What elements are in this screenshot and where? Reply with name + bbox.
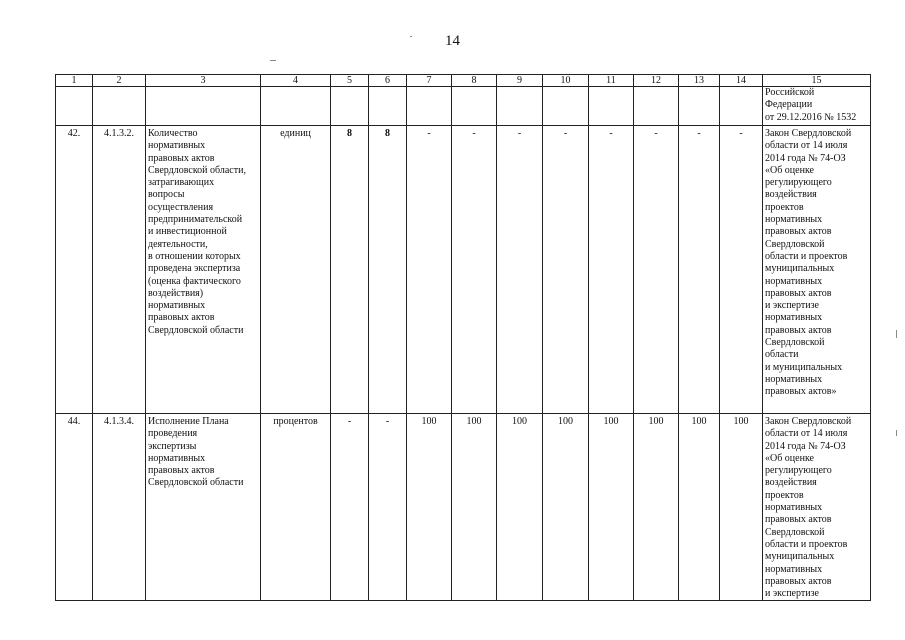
unit-cell: единиц [261, 126, 331, 414]
scan-speck [896, 430, 897, 436]
value-cell: 8 [331, 126, 369, 414]
column-number-row [56, 75, 871, 87]
page-number: 14 [445, 33, 460, 49]
column-header: 15 [763, 75, 871, 87]
value-cell: - [497, 126, 543, 414]
column-header: 9 [497, 75, 543, 87]
value-cell: 100 [589, 414, 634, 601]
value-cell: 100 [679, 414, 720, 601]
indicator-name: Исполнение Плана проведения экспертизы нормативных правовых актов Свердловской области [146, 414, 261, 601]
column-header: 11 [589, 75, 634, 87]
value-cell: - [720, 126, 763, 414]
table-row [56, 126, 871, 414]
value-cell: 100 [452, 414, 497, 601]
column-header: 7 [407, 75, 452, 87]
column-header: 12 [634, 75, 679, 87]
value-cell: - [589, 126, 634, 414]
legal-basis-cell: Российской Федерации от 29.12.2016 № 1532 [763, 87, 871, 126]
value-cell: - [331, 414, 369, 601]
value-cell: 100 [543, 414, 589, 601]
column-header: 5 [331, 75, 369, 87]
column-header: 14 [720, 75, 763, 87]
value-cell: 100 [407, 414, 452, 601]
indicator-name: Количество нормативных правовых актов Свердловской области, затрагивающих вопросы осуществления предпринимательской и инвестиционной деятельности, в отношении которых проведена экспертиза (оценка фактического воздействия) нормативных правовых актов Свердловской области [146, 126, 261, 414]
scan-speck [410, 36, 412, 37]
continuation-row [56, 87, 871, 126]
value-cell: - [407, 126, 452, 414]
column-header: 10 [543, 75, 589, 87]
column-header: 1 [56, 75, 93, 87]
value-cell: 100 [497, 414, 543, 601]
value-cell: 100 [720, 414, 763, 601]
row-code: 4.1.3.2. [93, 126, 146, 414]
value-cell: - [452, 126, 497, 414]
scan-speck [896, 330, 897, 338]
row-code: 4.1.3.4. [93, 414, 146, 601]
row-number: 42. [56, 126, 93, 414]
indicators-table [55, 74, 871, 601]
column-header: 8 [452, 75, 497, 87]
column-header: 3 [146, 75, 261, 87]
table-row [56, 414, 871, 601]
scan-speck [270, 60, 276, 61]
legal-basis-cell: Закон Свердловской области от 14 июля 2014 года № 74-ОЗ «Об оценке регулирующего воздействия проектов нормативных правовых актов Свердловской области и проектов муниципальных нормативных правовых актов и экспертизе нормативных правовых актов Свердловской области и муниципальных нормативных правовых актов» [763, 126, 871, 414]
legal-basis-cell: Закон Свердловской области от 14 июля 2014 года № 74-ОЗ «Об оценке регулирующего воздействия проектов нормативных правовых актов Свердловской области и проектов муниципальных нормативных правовых актов и экспертизе [763, 414, 871, 601]
column-header: 2 [93, 75, 146, 87]
unit-cell: процентов [261, 414, 331, 601]
value-cell: - [543, 126, 589, 414]
value-cell: 8 [369, 126, 407, 414]
value-cell: 100 [634, 414, 679, 601]
row-number: 44. [56, 414, 93, 601]
column-header: 13 [679, 75, 720, 87]
value-cell: - [634, 126, 679, 414]
column-header: 6 [369, 75, 407, 87]
value-cell: - [369, 414, 407, 601]
value-cell: - [679, 126, 720, 414]
column-header: 4 [261, 75, 331, 87]
